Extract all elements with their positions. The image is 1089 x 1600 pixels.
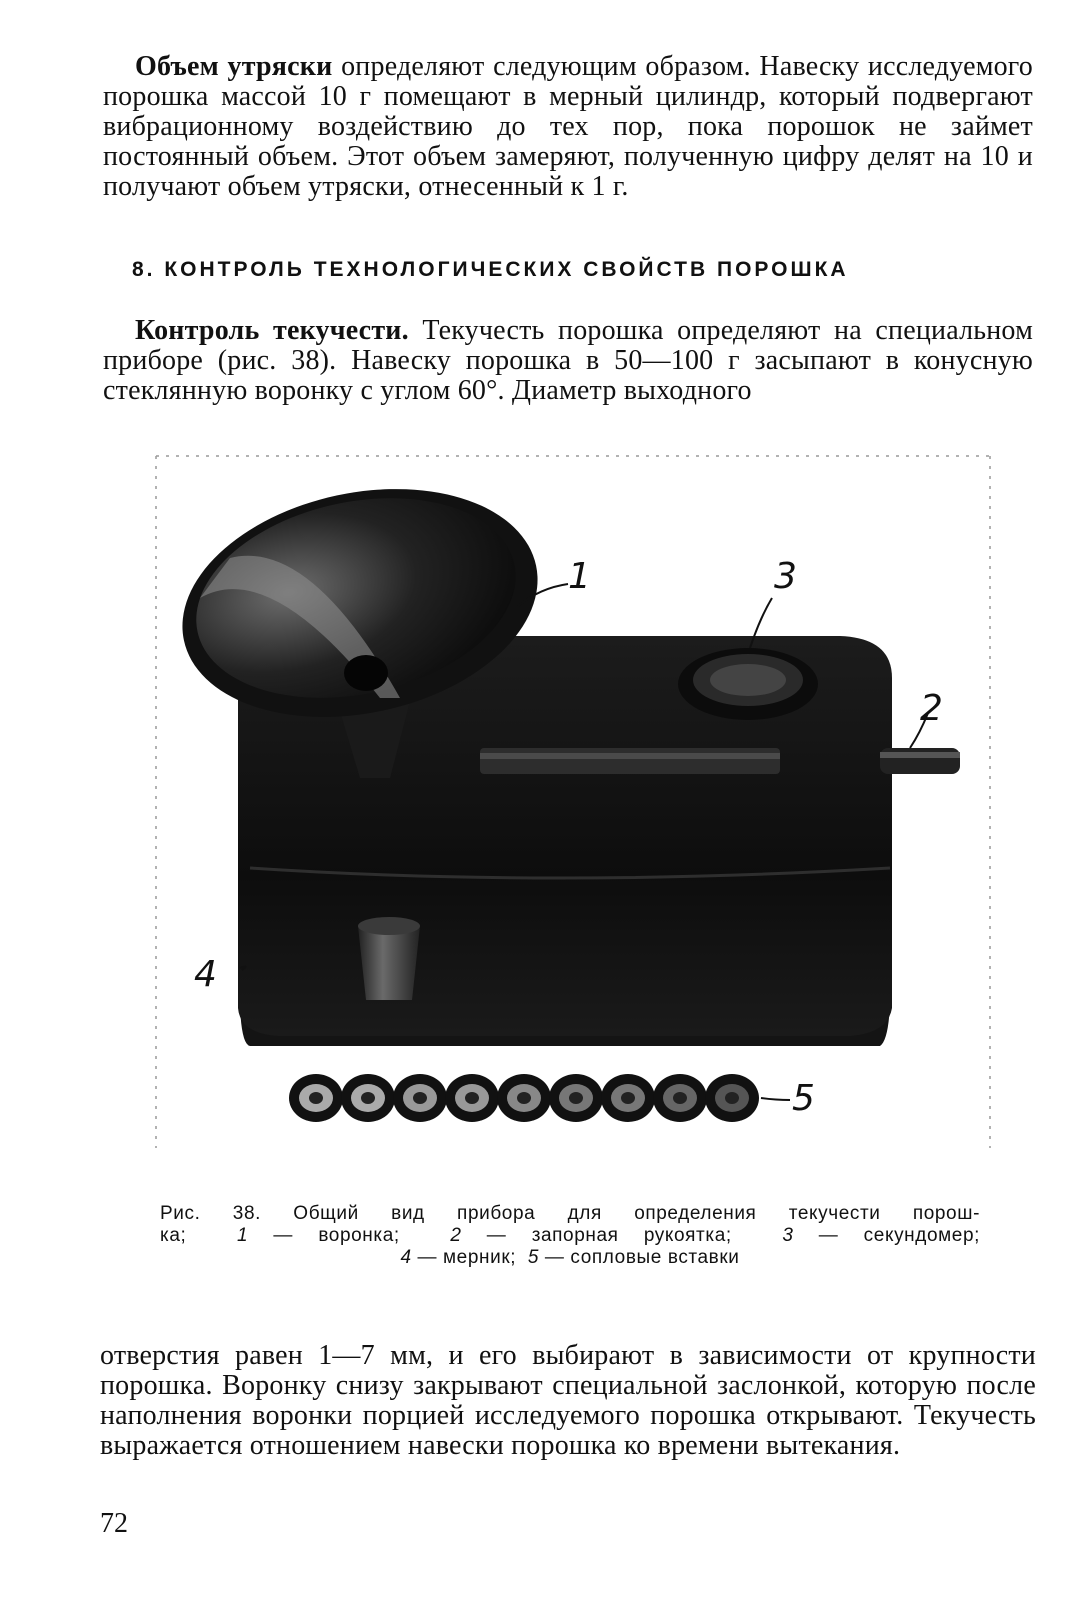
body-slot-highlight bbox=[480, 753, 780, 759]
measuring-cup bbox=[358, 917, 420, 1000]
paragraph-body: Текучесть порошка определяют на специальном приборе (рис. 38). Навеску порошка в 50—100 г засыпают в конусную стеклянную воронку с углом 60°. Диаметр выходного bbox=[103, 315, 1033, 406]
label-2: 2 bbox=[920, 688, 943, 729]
body-slot bbox=[480, 748, 780, 774]
caption-line-1: Рис. 38. Общий вид прибора для определения текучести порош- bbox=[160, 1203, 980, 1224]
page-number: 72 bbox=[100, 1508, 128, 1539]
caption-item-num: 2 bbox=[450, 1225, 462, 1246]
caption-item-text: — сопловые вставки bbox=[539, 1247, 740, 1268]
shutoff-handle bbox=[880, 748, 960, 774]
caption-item-text: — запорная рукоятка; bbox=[461, 1225, 732, 1246]
caption-item-text: — мерник; bbox=[411, 1247, 517, 1268]
caption-line-3 bbox=[160, 1247, 980, 1269]
label-1: 1 bbox=[568, 556, 591, 597]
caption-item-num: 3 bbox=[782, 1225, 794, 1246]
caption-prefix: ка; bbox=[160, 1225, 187, 1246]
caption-item-num: 4 bbox=[400, 1247, 412, 1268]
figure-caption bbox=[160, 1203, 980, 1269]
paragraph-flowability bbox=[103, 316, 1033, 406]
paragraph-lead-term: Объем утряски bbox=[135, 51, 333, 82]
paragraph-body: определяют следующим образом. Навеску исследуемого порошка массой 10 г помещают в мерный цилиндр, который подвергают вибрационному воздействию до тех пор, пока порошок не займет постоянный объем. Этот объем замеряют, полученную цифру делят на 10 и получают объем утряски, отнесенный к 1 г. bbox=[103, 51, 1033, 202]
paragraph-continuation: отверстия равен 1—7 мм, и его выбирают в зависимости от крупности порошка. Воронку снизу закрывают специальной заслонкой, которую после наполнения воронки порцией исследуемого порошка открывают. Текучесть выражается отношением навески порошка ко времени вытекания. bbox=[100, 1340, 1036, 1461]
paragraph-lead-term: Контроль текучести. bbox=[135, 315, 409, 346]
caption-item-num: 5 bbox=[527, 1247, 540, 1268]
flowmeter-apparatus-illustration bbox=[150, 448, 995, 1163]
label-4: 4 bbox=[194, 954, 217, 995]
nozzle-inserts bbox=[289, 1074, 759, 1122]
caption-item-text: — секундомер; bbox=[793, 1225, 980, 1246]
label-3: 3 bbox=[774, 556, 797, 597]
figure-38-photo bbox=[150, 448, 995, 1163]
label-5: 5 bbox=[792, 1078, 815, 1119]
stopwatch bbox=[678, 648, 818, 720]
section-heading: 8. КОНТРОЛЬ ТЕХНОЛОГИЧЕСКИХ СВОЙСТВ ПОРОШКА bbox=[132, 258, 849, 281]
paragraph-tap-volume bbox=[103, 52, 1033, 202]
caption-item-text: — воронка; bbox=[248, 1225, 400, 1246]
caption-item-num: 1 bbox=[236, 1225, 249, 1246]
caption-line-2 bbox=[160, 1225, 980, 1247]
